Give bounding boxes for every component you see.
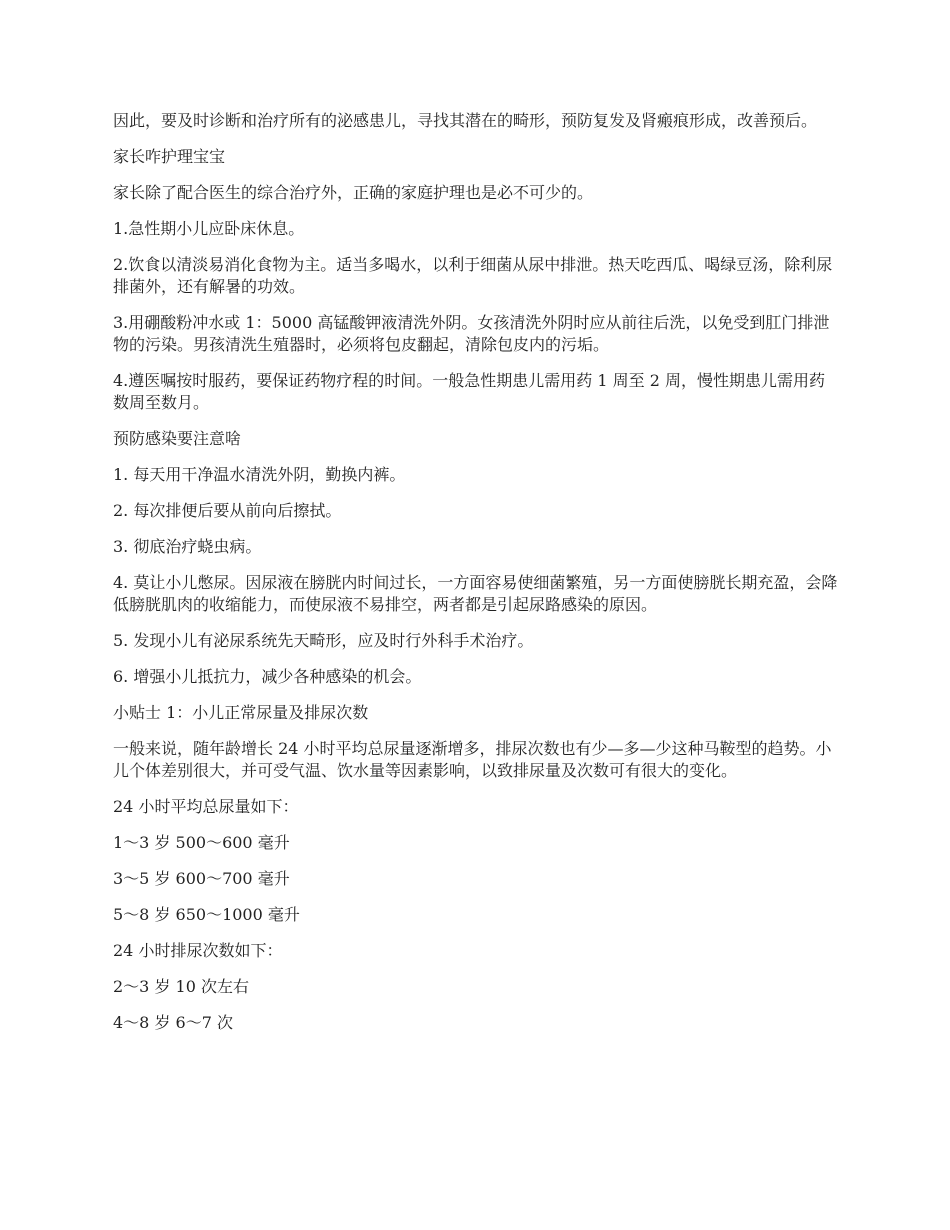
heading-tip-1: 小贴士 1：小儿正常尿量及排尿次数 (113, 703, 369, 722)
prevention-item-5: 5. 发现小儿有泌尿系统先天畸形，应及时行外科手术治疗。 (113, 631, 534, 650)
urination-count-heading: 24 小时排尿次数如下： (113, 941, 283, 960)
heading-prevention: 预防感染要注意啥 (113, 429, 242, 448)
urine-volume-heading: 24 小时平均总尿量如下： (113, 797, 299, 816)
prevention-item-2: 2. 每次排便后要从前向后擦拭。 (113, 501, 342, 520)
urination-count-age-2-3: 2～3 岁 10 次左右 (113, 977, 249, 996)
urination-count-age-4-8: 4～8 岁 6～7 次 (113, 1013, 233, 1032)
prevention-item-4: 4. 莫让小儿憋尿。因尿液在膀胱内时间过长，一方面容易使细菌繁殖，另一方面使膀胱长期充盈，会降低膀胱肌肉的收缩能力，而使尿液不易排空，两者都是引起尿路感染的原因。 (113, 573, 838, 614)
prevention-item-1: 1. 每天用干净温水清洗外阴，勤换内裤。 (113, 465, 406, 484)
care-item-3: 3.用硼酸粉冲水或 1：5000 高锰酸钾液清洗外阴。女孩清洗外阴时应从前往后洗，以免受到肛门排泄物的污染。男孩清洗生殖器时，必须将包皮翻起，清除包皮内的污垢。 (113, 313, 830, 354)
urine-volume-age-1-3: 1～3 岁 500～600 毫升 (113, 833, 290, 852)
urine-volume-age-5-8: 5～8 岁 650～1000 毫升 (113, 905, 300, 924)
document-page (113, 110, 840, 1048)
care-item-2: 2.饮食以清淡易消化食物为主。适当多喝水，以利于细菌从尿中排泄。热天吃西瓜、喝绿豆汤，除利尿排菌外，还有解暑的功效。 (113, 255, 833, 296)
paragraph-home-care-intro: 家长除了配合医生的综合治疗外，正确的家庭护理也是必不可少的。 (113, 183, 594, 202)
prevention-item-6: 6. 增强小儿抵抗力，减少各种感染的机会。 (113, 667, 422, 686)
heading-home-care: 家长咋护理宝宝 (113, 147, 226, 166)
care-item-4: 4.遵医嘱按时服药，要保证药物疗程的时间。一般急性期患儿需用药 1 周至 2 周，慢性期患儿需用药数周至数月。 (113, 371, 825, 412)
care-item-1: 1.急性期小儿应卧床休息。 (113, 219, 305, 238)
urine-volume-age-3-5: 3～5 岁 600～700 毫升 (113, 869, 290, 888)
prevention-item-3: 3. 彻底治疗蛲虫病。 (113, 537, 262, 556)
paragraph-urine-overview: 一般来说，随年龄增长 24 小时平均总尿量逐渐增多，排尿次数也有少—多—少这种马鞍型的趋势。小儿个体差别很大，并可受气温、饮水量等因素影响，以致排尿量及次数可有很大的变化。 (113, 739, 832, 780)
paragraph-intro: 因此，要及时诊断和治疗所有的泌感患儿，寻找其潜在的畸形，预防复发及肾瘢痕形成，改善预后。 (113, 111, 818, 130)
